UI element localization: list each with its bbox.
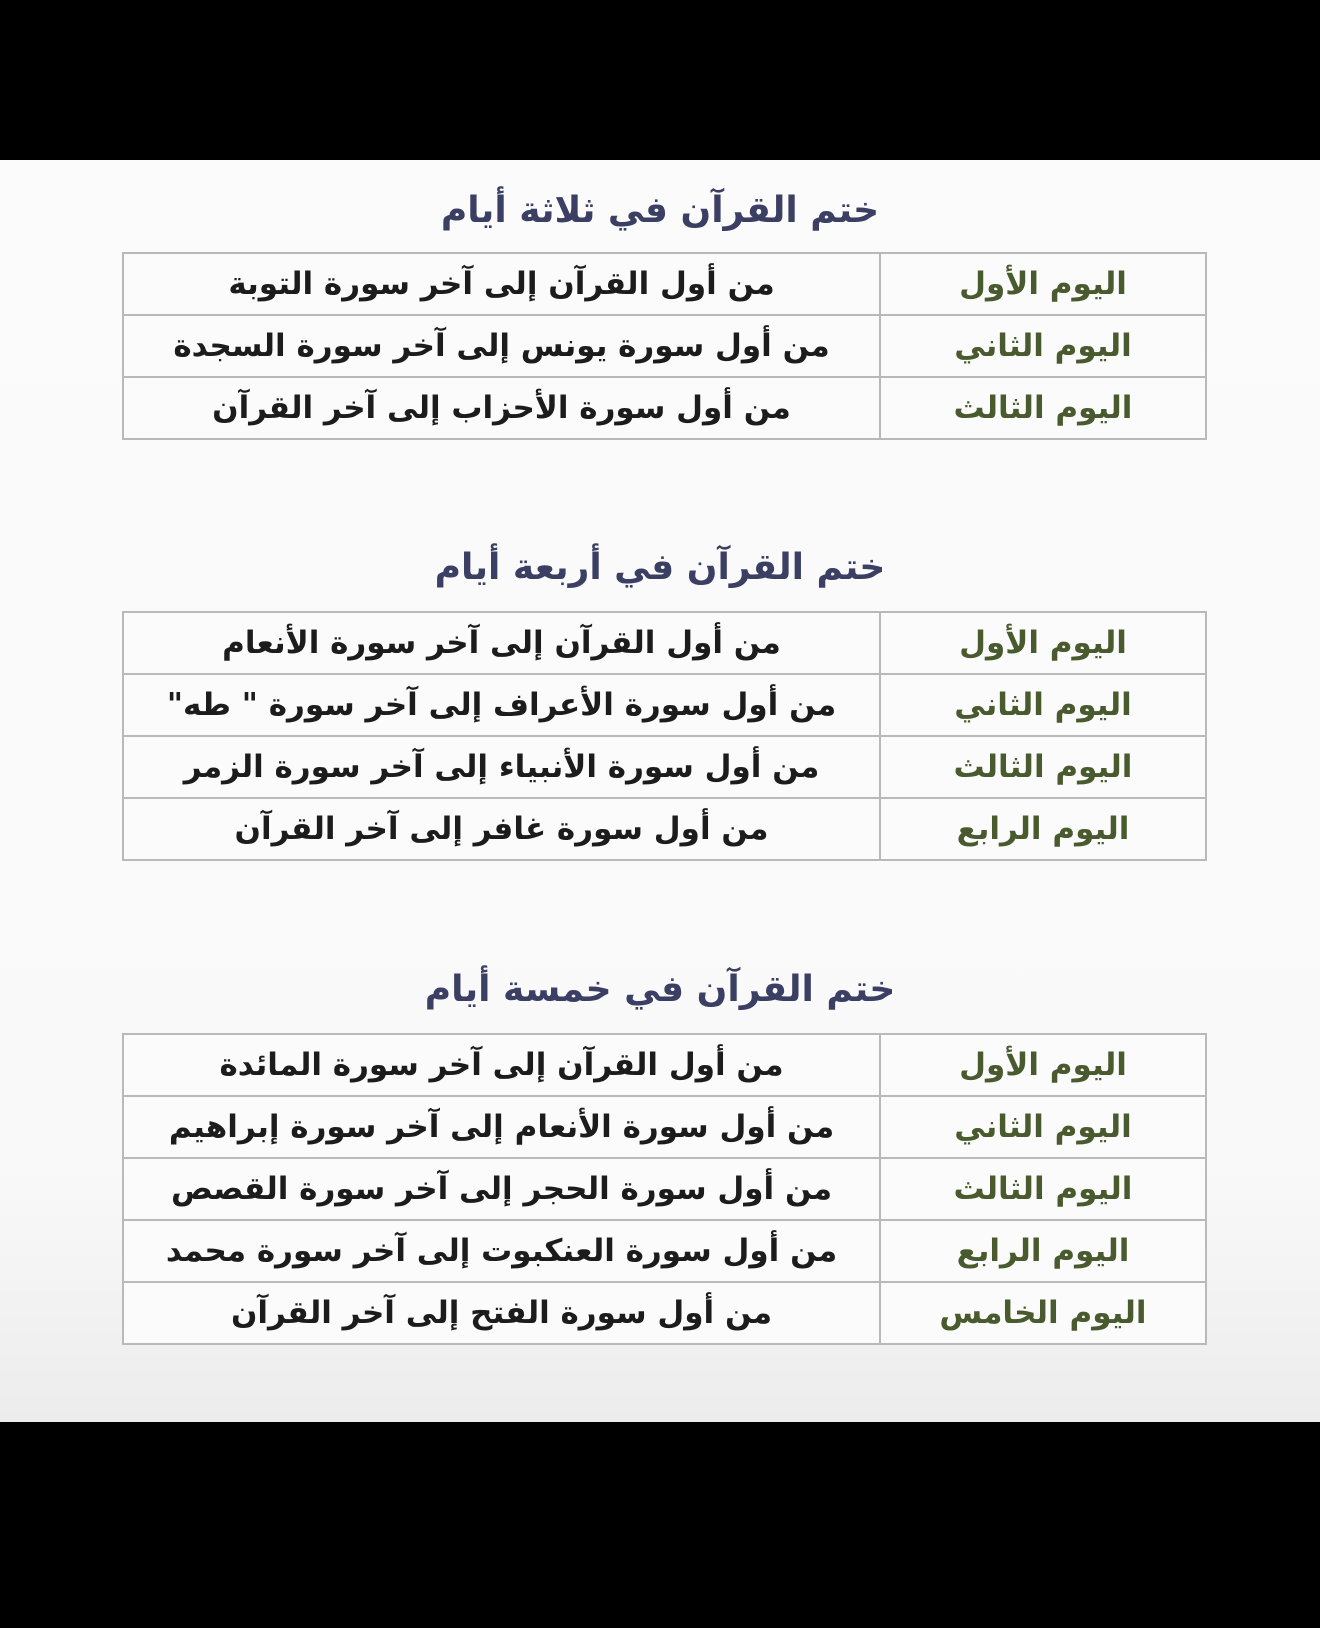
range-cell: من أول سورة الأعراف إلى آخر سورة " طه" (123, 674, 880, 736)
table-row (123, 1158, 1206, 1220)
day-cell: اليوم الثاني (880, 674, 1206, 736)
table-row (123, 674, 1206, 736)
plan-title-five-days: ختم القرآن في خمسة أيام (424, 969, 896, 1010)
range-cell: من أول القرآن إلى آخر سورة التوبة (123, 253, 880, 315)
table-row (123, 612, 1206, 674)
day-cell: اليوم الثالث (880, 377, 1206, 439)
day-cell: اليوم الأول (880, 1034, 1206, 1096)
plan-table-three-days (122, 252, 1207, 440)
table-row (123, 1220, 1206, 1282)
table-row (123, 377, 1206, 439)
range-cell: من أول سورة الفتح إلى آخر القرآن (123, 1282, 880, 1344)
plan-table-four-days (122, 611, 1207, 861)
document-page (0, 160, 1320, 1422)
day-cell: اليوم الأول (880, 612, 1206, 674)
table-row (123, 253, 1206, 315)
day-cell: اليوم الرابع (880, 798, 1206, 860)
range-cell: من أول سورة الأنعام إلى آخر سورة إبراهيم (123, 1096, 880, 1158)
top-letterbox-bar (0, 0, 1320, 160)
table-row (123, 1096, 1206, 1158)
plan-table-five-days (122, 1033, 1207, 1345)
table-row (123, 1034, 1206, 1096)
plan-title-three-days: ختم القرآن في ثلاثة أيام (440, 190, 880, 231)
day-cell: اليوم الثالث (880, 736, 1206, 798)
day-cell: اليوم الخامس (880, 1282, 1206, 1344)
range-cell: من أول سورة الحجر إلى آخر سورة القصص (123, 1158, 880, 1220)
table-row (123, 798, 1206, 860)
day-cell: اليوم الثالث (880, 1158, 1206, 1220)
range-cell: من أول سورة العنكبوت إلى آخر سورة محمد (123, 1220, 880, 1282)
day-cell: اليوم الأول (880, 253, 1206, 315)
range-cell: من أول القرآن إلى آخر سورة الأنعام (123, 612, 880, 674)
table-row (123, 315, 1206, 377)
plan-title-four-days: ختم القرآن في أربعة أيام (434, 547, 886, 588)
range-cell: من أول سورة الأحزاب إلى آخر القرآن (123, 377, 880, 439)
table-row (123, 736, 1206, 798)
day-cell: اليوم الثاني (880, 315, 1206, 377)
range-cell: من أول سورة يونس إلى آخر سورة السجدة (123, 315, 880, 377)
range-cell: من أول سورة الأنبياء إلى آخر سورة الزمر (123, 736, 880, 798)
range-cell: من أول سورة غافر إلى آخر القرآن (123, 798, 880, 860)
day-cell: اليوم الثاني (880, 1096, 1206, 1158)
bottom-letterbox-bar (0, 1422, 1320, 1628)
day-cell: اليوم الرابع (880, 1220, 1206, 1282)
table-row (123, 1282, 1206, 1344)
range-cell: من أول القرآن إلى آخر سورة المائدة (123, 1034, 880, 1096)
